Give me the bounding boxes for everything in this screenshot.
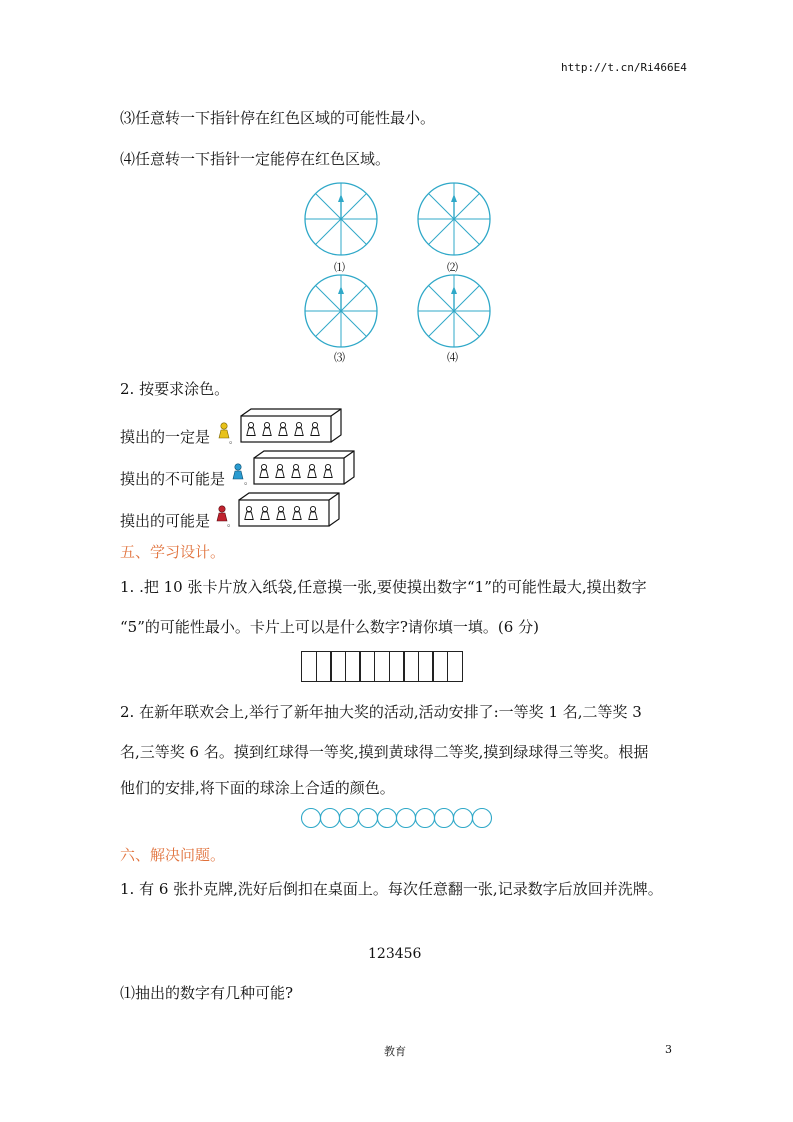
question-3-text: ⑶任意转一下指针停在红色区域的可能性最小。 xyxy=(120,109,436,127)
spinner-label-4: ⑷ xyxy=(447,351,458,364)
header-url: http://t.cn/Ri466E4 xyxy=(561,61,687,74)
card-numbers: 123456 xyxy=(368,946,422,962)
q2-item-impossible: 摸出的不可能是 xyxy=(120,470,226,488)
ball-circle[interactable] xyxy=(321,809,340,828)
question-4-text: ⑷任意转一下指针一定能停在红色区域。 xyxy=(120,150,391,168)
spinner-label-3: ⑶ xyxy=(334,351,345,364)
red-pawn-dot: 。 xyxy=(227,519,237,529)
ball-circle[interactable] xyxy=(340,809,359,828)
s6-q1-sub1: ⑴抽出的数字有几种可能? xyxy=(120,984,294,1002)
ball-circle[interactable] xyxy=(302,809,321,828)
s5-q2-line2: 名,三等奖 6 名。摸到红球得一等奖,摸到黄球得二等奖,摸到绿球得三等奖。根据 xyxy=(120,743,649,761)
yellow-pawn-dot: 。 xyxy=(229,436,239,446)
q2-title: 2. 按要求涂色。 xyxy=(120,380,230,398)
ball-circle[interactable] xyxy=(397,809,416,828)
s5-q1-line1: 1. .把 10 张卡片放入纸袋,任意摸一张,要使摸出数字“1”的可能性最大,摸出数字 xyxy=(120,578,647,596)
s5-q2-line1: 2. 在新年联欢会上,举行了新年抽大奖的活动,活动安排了:一等奖 1 名,二等奖 3 xyxy=(120,703,642,721)
ball-circle[interactable] xyxy=(435,809,454,828)
spinner-label-2: ⑵ xyxy=(447,261,458,274)
ball-circle[interactable] xyxy=(454,809,473,828)
section5-heading: 五、学习设计。 xyxy=(120,543,226,561)
ball-circle[interactable] xyxy=(416,809,435,828)
footer-label: 教育 xyxy=(384,1045,406,1058)
ball-circle[interactable] xyxy=(473,809,492,828)
q2-item-certain: 摸出的一定是 xyxy=(120,428,211,446)
section6-heading: 六、解决问题。 xyxy=(120,846,226,864)
s6-q1-line1: 1. 有 6 张扑克牌,洗好后倒扣在桌面上。每次任意翻一张,记录数字后放回并洗牌。 xyxy=(120,880,663,898)
s5-q1-line2: “5”的可能性最小。卡片上可以是什么数字?请你填一填。(6 分) xyxy=(120,618,539,636)
s5-q2-line3: 他们的安排,将下面的球涂上合适的颜色。 xyxy=(120,779,395,797)
page-number: 3 xyxy=(665,1043,672,1056)
spinner-label-1: ⑴ xyxy=(334,261,345,274)
ball-circle[interactable] xyxy=(378,809,397,828)
blue-pawn-dot: 。 xyxy=(244,477,254,487)
q2-item-possible: 摸出的可能是 xyxy=(120,512,211,530)
ball-circle[interactable] xyxy=(359,809,378,828)
